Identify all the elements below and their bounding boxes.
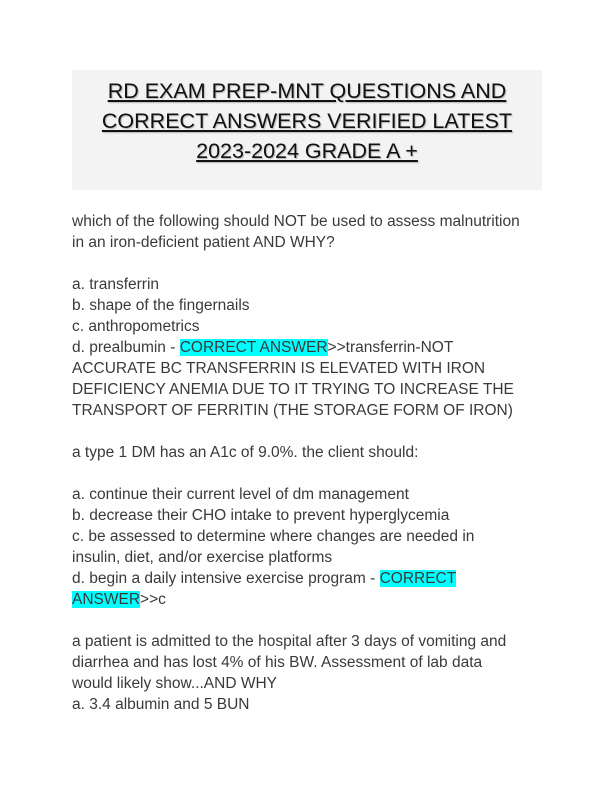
document-body bbox=[72, 211, 542, 715]
title-line: CORRECT ANSWERS VERIFIED LATEST bbox=[101, 109, 513, 133]
question-3-stem-cont: would likely show...AND WHY bbox=[72, 675, 278, 692]
question-3-option-a: a. 3.4 albumin and 5 BUN bbox=[72, 696, 250, 713]
question-2-stem: a type 1 DM has an A1c of 9.0%. the client should: bbox=[72, 444, 419, 461]
correct-answer-highlight: ANSWER bbox=[72, 591, 141, 608]
question-2-option-c: c. be assessed to determine where changes are needed in bbox=[72, 528, 475, 545]
option-d-text: d. begin a daily intensive exercise program - bbox=[72, 570, 380, 587]
title-line: RD EXAM PREP-MNT QUESTIONS AND bbox=[107, 79, 507, 103]
correct-answer-highlight: CORRECT ANSWER bbox=[179, 339, 328, 356]
question-1-explanation: TRANSPORT OF FERRITIN (THE STORAGE FORM OF IRON) bbox=[72, 402, 513, 419]
question-1-option-c: c. anthropometrics bbox=[72, 318, 200, 335]
option-d-text: d. prealbumin - bbox=[72, 339, 180, 356]
answer-text: >>transferrin-NOT bbox=[327, 339, 454, 356]
question-1-stem-cont: in an iron-deficient patient AND WHY? bbox=[72, 234, 335, 251]
question-2-option-d bbox=[72, 568, 542, 589]
document-title bbox=[72, 70, 542, 166]
correct-answer-highlight: CORRECT bbox=[379, 570, 457, 587]
question-3-stem: a patient is admitted to the hospital after 3 days of vomiting and bbox=[72, 633, 507, 650]
title-box bbox=[72, 70, 542, 190]
question-2-option-b: b. decrease their CHO intake to prevent hyperglycemia bbox=[72, 507, 450, 524]
question-2-answer bbox=[72, 589, 542, 610]
title-line: 2023-2024 GRADE A + bbox=[196, 139, 418, 163]
question-1-explanation: ACCURATE BC TRANSFERRIN IS ELEVATED WITH IRON bbox=[72, 360, 486, 377]
question-1-option-d bbox=[72, 337, 542, 358]
question-1-stem: which of the following should NOT be used to assess malnutrition bbox=[72, 213, 520, 230]
question-1-option-b: b. shape of the fingernails bbox=[72, 297, 250, 314]
question-1-option-a: a. transferrin bbox=[72, 276, 160, 293]
question-2-option-a: a. continue their current level of dm management bbox=[72, 486, 409, 503]
answer-text: >>c bbox=[140, 591, 166, 608]
question-2-option-c-cont: insulin, diet, and/or exercise platforms bbox=[72, 549, 333, 566]
question-1-explanation: DEFICIENCY ANEMIA DUE TO IT TRYING TO INCREASE THE bbox=[72, 381, 514, 398]
question-3-stem-cont: diarrhea and has lost 4% of his BW. Assessment of lab data bbox=[72, 654, 483, 671]
